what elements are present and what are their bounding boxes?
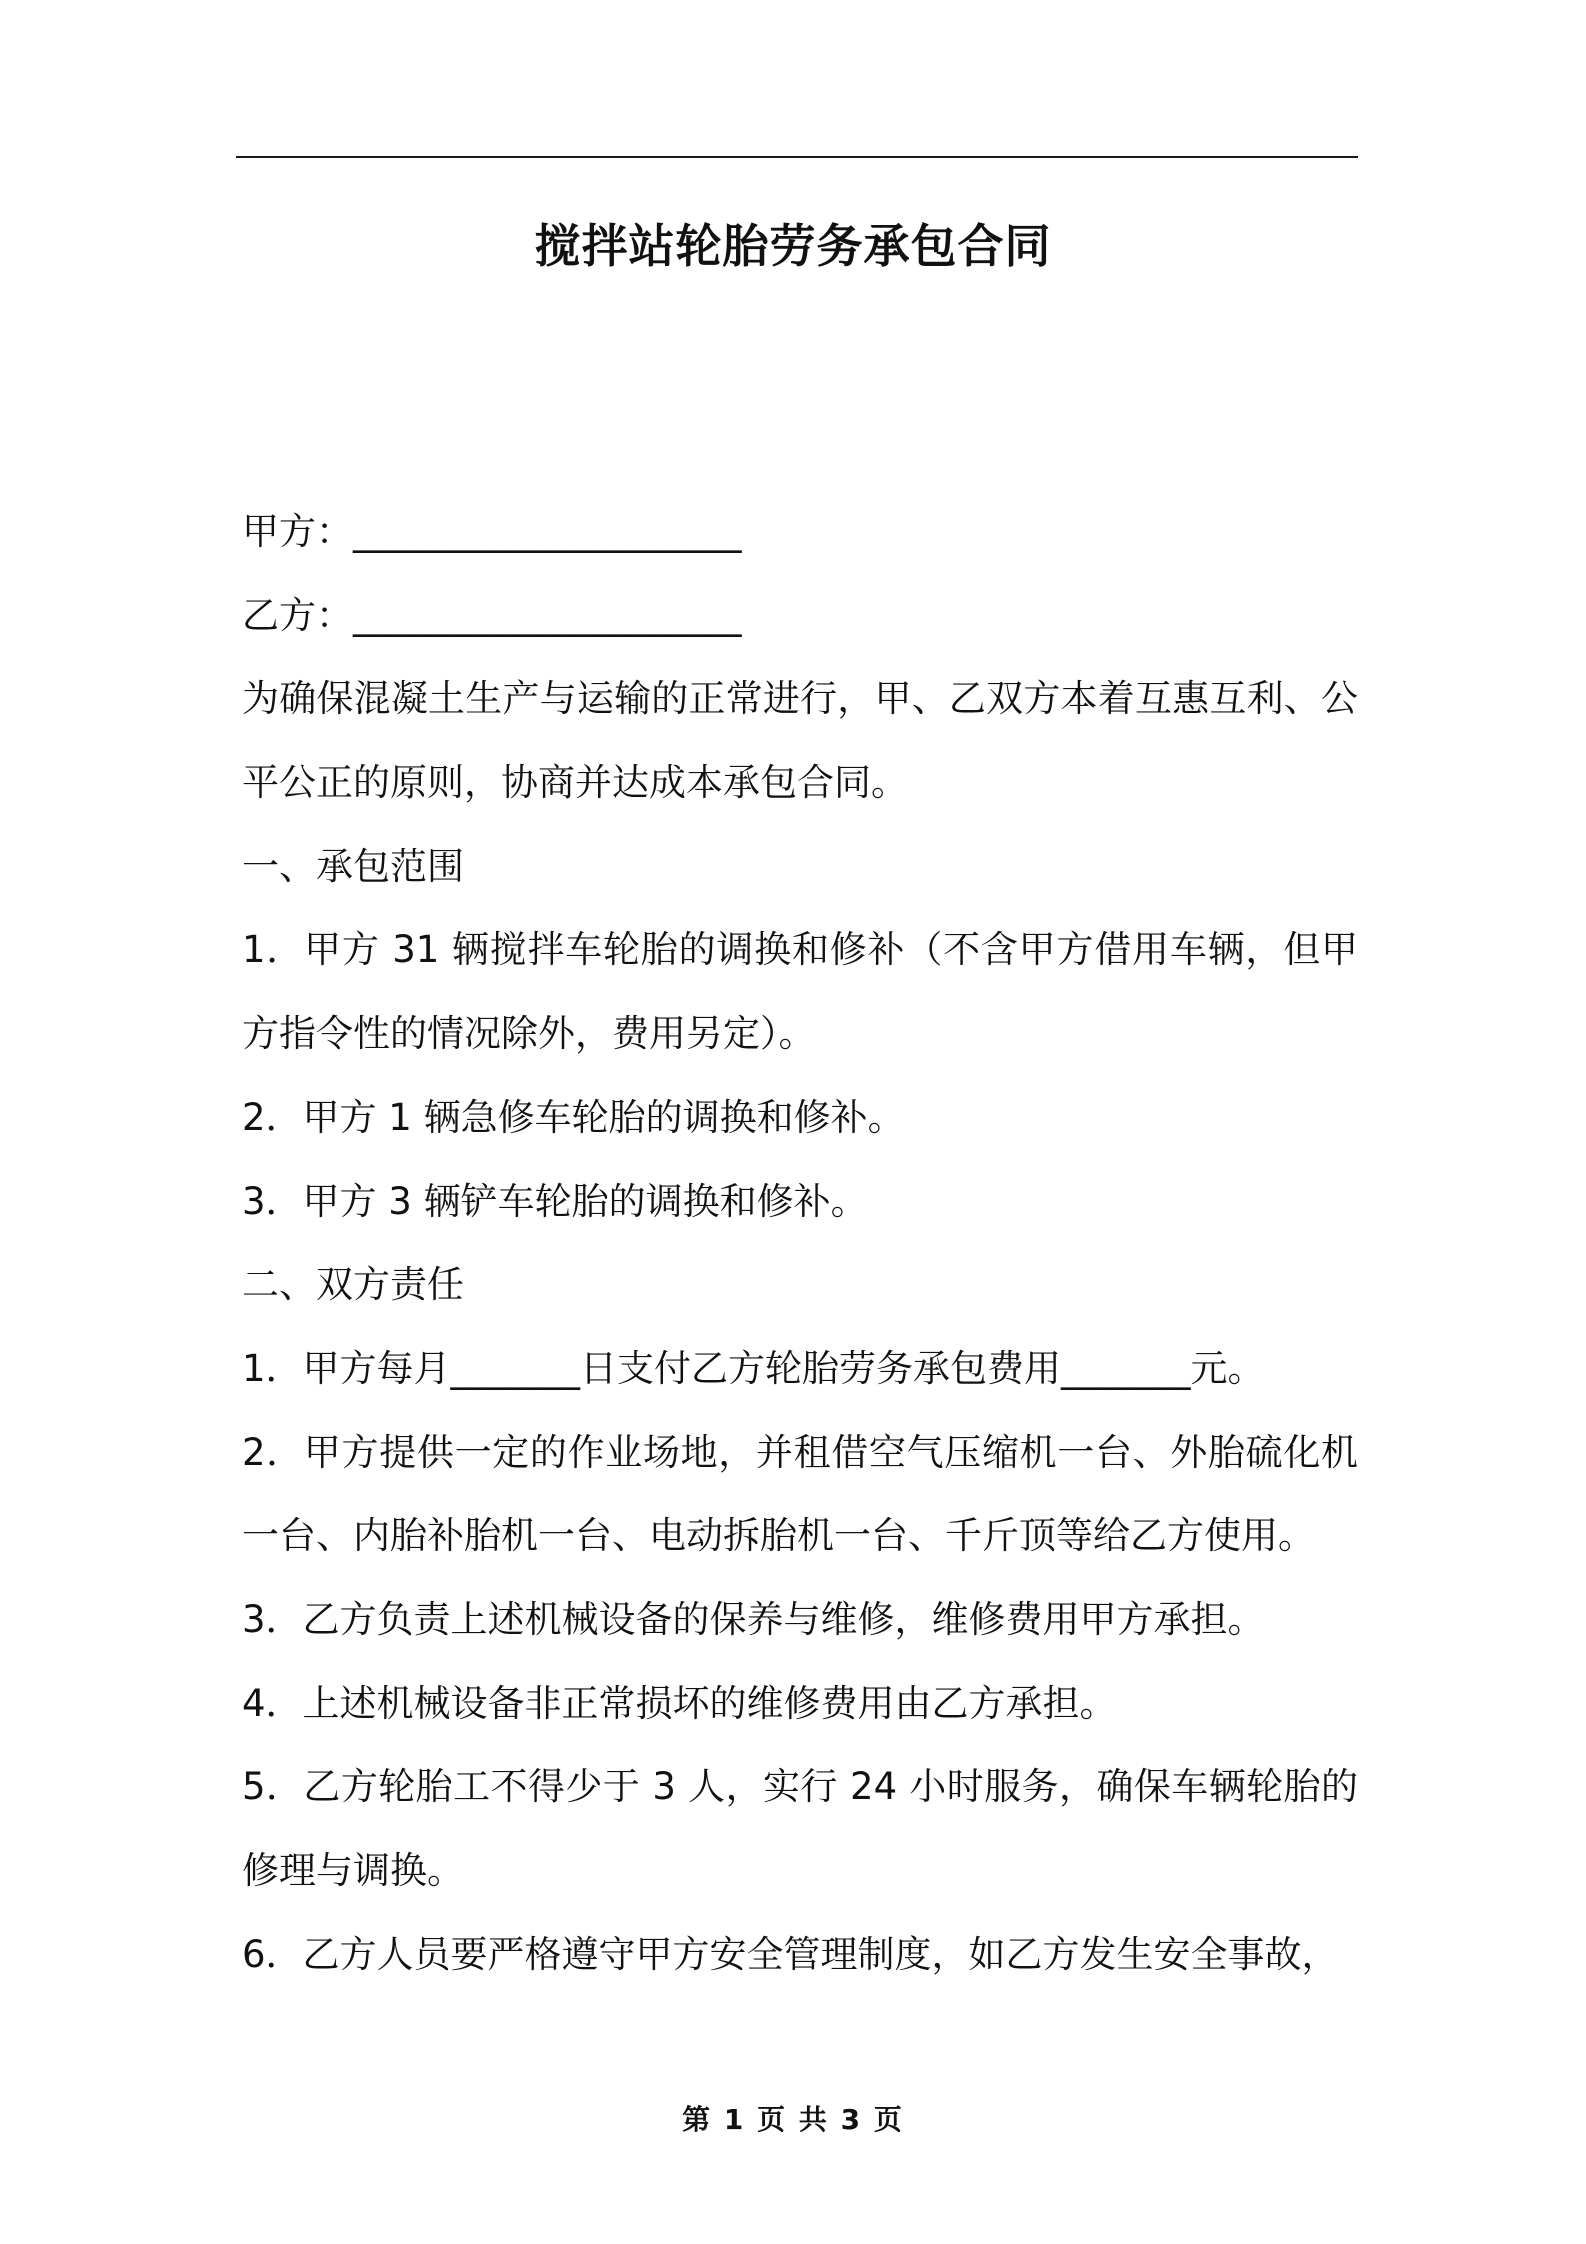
intro-paragraph: 为确保混凝土生产与运输的正常进行，甲、乙双方本着互惠互利、公平公正的原则，协商并达成本承包合同。 [242, 677, 1358, 805]
responsibility-item-2: 2．甲方提供一定的作业场地，并租借空气压缩机一台、外胎硫化机一台、内胎补胎机一台、电动拆胎机一台、千斤顶等给乙方使用。 [242, 1430, 1358, 1558]
party-b-line: 乙方：_____________________ [242, 593, 742, 637]
responsibility-item-1: 1．甲方每月_______日支付乙方轮胎劳务承包费用_______元。 [242, 1346, 1265, 1390]
page-number-footer: 第 1 页 共 3 页 [682, 2103, 904, 2136]
party-a-line: 甲方：_____________________ [242, 510, 742, 553]
section-heading-responsibilities: 二、双方责任 [242, 1263, 464, 1307]
document-title: 搅拌站轮胎劳务承包合同 [534, 219, 1052, 273]
document-body [242, 490, 1358, 1996]
responsibility-item-3: 3．乙方负责上述机械设备的保养与维修，维修费用甲方承担。 [242, 1597, 1265, 1641]
scope-item-2: 2．甲方 1 辆急修车轮胎的调换和修补。 [242, 1095, 905, 1139]
responsibility-item-6: 6．乙方人员要严格遵守甲方安全管理制度，如乙方发生安全事故， [242, 1932, 1339, 1976]
section-heading-scope: 一、承包范围 [242, 844, 464, 888]
responsibility-item-5: 5．乙方轮胎工不得少于 3 人，实行 24 小时服务，确保车辆轮胎的修理与调换。 [242, 1765, 1358, 1893]
header-rule [236, 156, 1358, 158]
responsibility-item-4: 4．上述机械设备非正常损坏的维修费用由乙方承担。 [242, 1681, 1117, 1725]
scope-item-3: 3．甲方 3 辆铲车轮胎的调换和修补。 [242, 1179, 868, 1223]
scope-item-1: 1．甲方 31 辆搅拌车轮胎的调换和修补（不含甲方借用车辆，但甲方指令性的情况除外，费用另定）。 [242, 928, 1358, 1056]
